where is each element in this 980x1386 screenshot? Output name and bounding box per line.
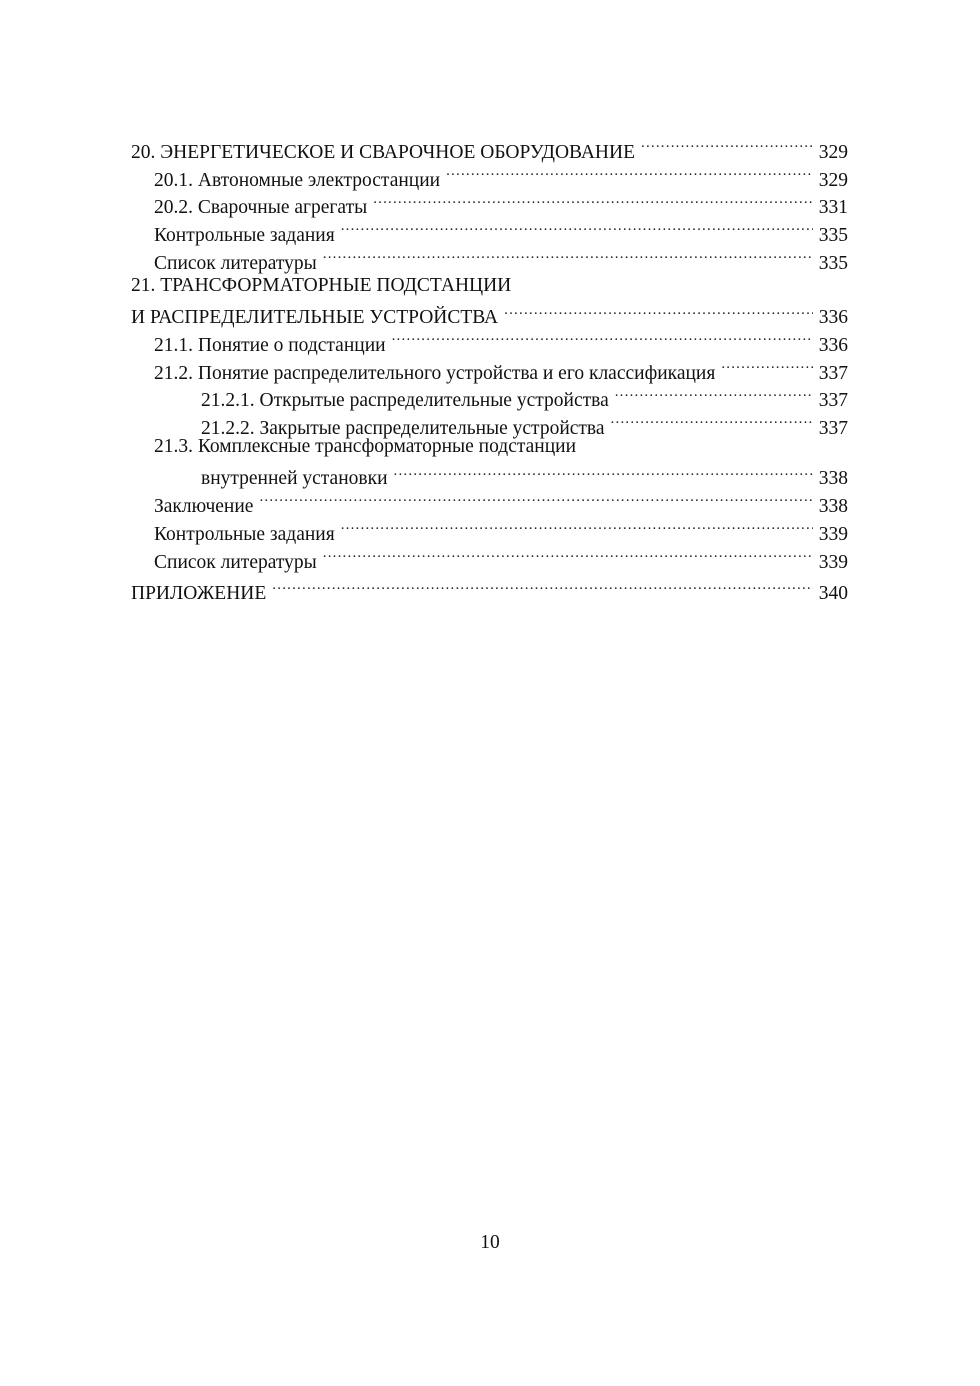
- dot-leader: [341, 213, 813, 241]
- toc-entry-page: 338: [818, 468, 848, 490]
- dot-leader: [373, 186, 813, 214]
- toc-entry-page: 340: [818, 583, 848, 605]
- dot-leader: [504, 298, 813, 323]
- toc-entry-page: 337: [818, 362, 848, 384]
- dot-leader: [323, 241, 813, 269]
- toc-entry-page: 336: [818, 334, 848, 356]
- toc-entry-page: 335: [818, 252, 848, 274]
- toc-entry-21-3-line1[interactable]: [131, 434, 848, 459]
- toc-entry-chapter-21-line2[interactable]: [131, 298, 848, 328]
- toc-entry-page: 339: [818, 523, 848, 545]
- toc-entry-page: 339: [818, 551, 848, 573]
- dot-leader: [272, 572, 812, 600]
- toc-entry-title: 21.1. Понятие о подстанции: [154, 334, 386, 356]
- toc-entry-title: Контрольные задания: [154, 225, 335, 247]
- toc-entry-title: Список литературы: [154, 252, 317, 274]
- toc-entry-21-3-line2[interactable]: [131, 459, 848, 490]
- dot-leader: [259, 484, 812, 512]
- toc-entry-chapter-21-line1[interactable]: [131, 273, 848, 298]
- toc-entry-title: 20. ЭНЕРГЕТИЧЕСКОЕ И СВАРОЧНОЕ ОБОРУДОВАНИЕ: [131, 141, 635, 163]
- toc-entry-title: Контрольные задания: [154, 523, 335, 545]
- toc-entry-title: 21.3. Комплексные трансформаторные подстанции: [154, 436, 577, 458]
- dot-leader: [341, 512, 813, 540]
- toc-entry-title: ПРИЛОЖЕНИЕ: [131, 583, 267, 605]
- dot-leader: [721, 351, 812, 379]
- toc-entry-title: 20.1. Автономные электростанции: [154, 169, 441, 191]
- toc-entry-title: 21. ТРАНСФОРМАТОРНЫЕ ПОДСТАНЦИИ: [131, 274, 512, 296]
- page-number: 10: [480, 1232, 500, 1253]
- dot-leader: [446, 158, 813, 186]
- toc-entry-title: внутренней установки: [201, 468, 388, 490]
- toc-entry-title: Список литературы: [154, 551, 317, 573]
- dot-leader: [611, 406, 813, 434]
- dot-leader: [394, 459, 813, 484]
- dot-leader: [323, 540, 813, 568]
- table-of-contents: [131, 130, 848, 605]
- toc-entry-page: 335: [818, 225, 848, 247]
- toc-entry-chapter-20[interactable]: [131, 130, 848, 163]
- toc-entry-page: 336: [818, 306, 848, 328]
- toc-entry-page: 329: [818, 169, 848, 191]
- toc-entry-title: 20.2. Сварочные агрегаты: [154, 197, 368, 219]
- toc-entry-page: 331: [818, 197, 848, 219]
- toc-entry-title: И РАСПРЕДЕЛИТЕЛЬНЫЕ УСТРОЙСТВА: [131, 306, 499, 328]
- toc-entry-page: 337: [818, 418, 848, 440]
- dot-leader: [615, 379, 813, 407]
- toc-entry-page: 338: [818, 495, 848, 517]
- toc-entry-title: 21.2.1. Открытые распределительные устройства: [201, 390, 609, 412]
- toc-entry-page: 337: [818, 390, 848, 412]
- toc-entry-title: Заключение: [154, 495, 254, 517]
- dot-leader: [392, 323, 813, 351]
- toc-entry-title: 21.2.2. Закрытые распределительные устройства: [201, 418, 605, 440]
- dot-leader: [641, 130, 813, 158]
- toc-entry-page: 329: [818, 141, 848, 163]
- toc-entry-title: 21.2. Понятие распределительного устройства и его классификация: [154, 362, 716, 384]
